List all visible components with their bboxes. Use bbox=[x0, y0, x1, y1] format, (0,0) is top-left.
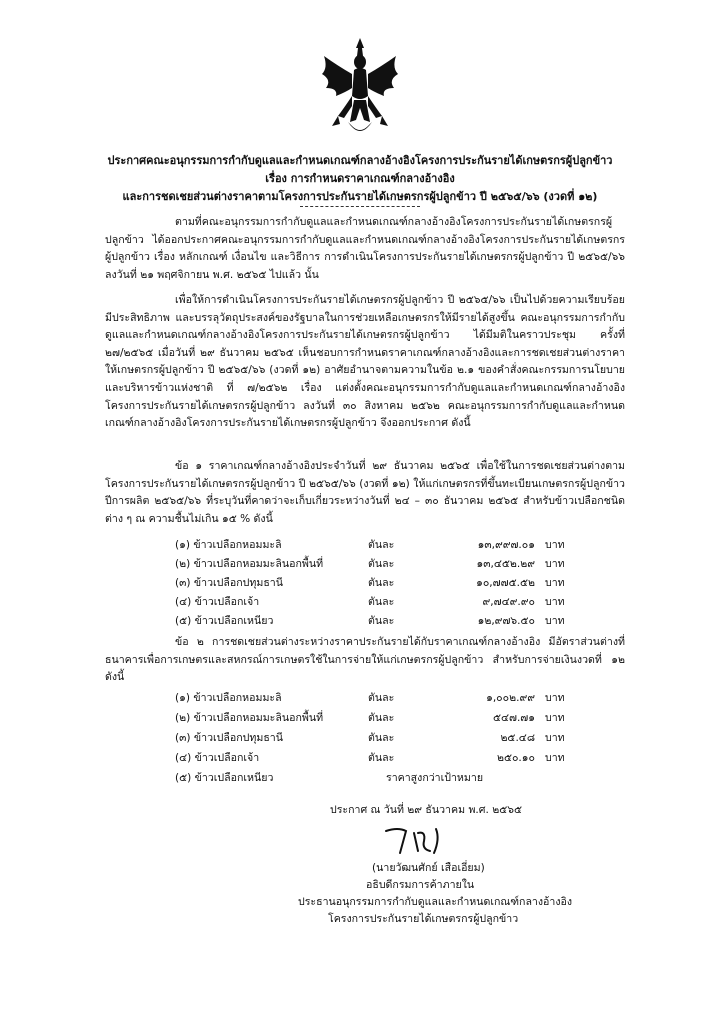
table2-unit: ตันละ bbox=[368, 692, 395, 704]
table2-value: ๒๕๐.๑๐ bbox=[496, 752, 535, 764]
paragraph-4-text: ข้อ ๒ การชดเชยส่วนต่างระหว่างราคาประกันรายได้กับราคาเกณฑ์กลางอ้างอิง มีอัตราส่วนต่างที่ธนาคารเพื่อการเกษตรและสหกรณ์การเกษตรใช้ในการจ่ายให้แก่เกษตรกรผู้ปลูกข้าว สำหรับการจ่ายเงินงวดที่ ๑๒ ดังนี้ bbox=[105, 636, 625, 684]
table2-item: (๕) ข้าวเปลือกเหนียว bbox=[175, 772, 274, 784]
table1-unit: ตันละ bbox=[368, 596, 395, 608]
table1-unit: ตันละ bbox=[368, 615, 395, 627]
table1-item: (๕) ข้าวเปลือกเหนียว bbox=[175, 615, 274, 627]
title-line-1: ประกาศคณะอนุกรรมการกำกับดูแลและกำหนดเกณฑ์กลางอ้างอิงโครงการประกันรายได้เกษตรกรผู้ปลูกข้าว bbox=[107, 154, 613, 167]
signer-role-line-1: ประธานอนุกรรมการกำกับดูแลและกำหนดเกณฑ์กลางอ้างอิง bbox=[298, 896, 573, 908]
title-divider bbox=[300, 206, 420, 207]
signer-title: อธิบดีกรมการค้าภายใน bbox=[366, 879, 475, 891]
table1-value: ๑๒,๙๗๖.๕๐ bbox=[477, 615, 535, 627]
table2-item: (๓) ข้าวเปลือกปทุมธานี bbox=[175, 732, 283, 744]
title-line-2: เรื่อง การกำหนดราคาเกณฑ์กลางอ้างอิง bbox=[265, 172, 455, 185]
table2-item: (๑) ข้าวเปลือกหอมมะลิ bbox=[175, 692, 282, 704]
table2-value: ๑,๐๐๒.๙๙ bbox=[486, 692, 535, 704]
table2-value: ๒๕.๔๘ bbox=[500, 732, 535, 744]
table2-currency: บาท bbox=[545, 732, 565, 744]
table1-value: ๑๐,๗๗๕.๕๒ bbox=[476, 577, 535, 589]
table1-currency: บาท bbox=[545, 558, 565, 570]
table1-item: (๑) ข้าวเปลือกหอมมะลิ bbox=[175, 539, 282, 551]
table1-item: (๔) ข้าวเปลือกเจ้า bbox=[175, 596, 260, 608]
table1-currency: บาท bbox=[545, 539, 565, 551]
table1-item: (๓) ข้าวเปลือกปทุมธานี bbox=[175, 577, 283, 589]
table1-unit: ตันละ bbox=[368, 558, 395, 570]
table2-note: ราคาสูงกว่าเป้าหมาย bbox=[386, 772, 484, 784]
table1-currency: บาท bbox=[545, 615, 565, 627]
signer-role-line-2: โครงการประกันรายได้เกษตรกรผู้ปลูกข้าว bbox=[328, 913, 519, 925]
table2-unit: ตันละ bbox=[368, 712, 395, 724]
paragraph-3-text: ข้อ ๑ ราคาเกณฑ์กลางอ้างอิงประจำวันที่ ๒๙ ธันวาคม ๒๕๖๕ เพื่อใช้ในการชดเชยส่วนต่างตามโครงการประกันรายได้เกษตรกรผู้ปลูกข้าว ปี ๒๕๖๕/๖๖ (งวดที่ ๑๒) ให้แก่เกษตรกรที่ขึ้นทะเบียนเกษตรกรผู้ปลูกข้าว ปีการผลิต ๒๕๖๕/๖๖ ที่ระบุวันที่คาดว่าจะเก็บเกี่ยวระหว่างวันที่ ๒๔ – ๓๐ ธันวาคม ๒๕๖๕ สำหรับข้าวเปลือกชนิดต่าง ๆ ณ ความชื้นไม่เกิน ๑๕ % ดังนี้ bbox=[105, 460, 625, 525]
garuda-emblem bbox=[318, 36, 402, 142]
table2-value: ๕๔๗.๗๑ bbox=[492, 712, 535, 724]
table2-item: (๔) ข้าวเปลือกเจ้า bbox=[175, 752, 260, 764]
table1-currency: บาท bbox=[545, 577, 565, 589]
signer-name: (นายวัฒนศักย์ เสือเอี่ยม) bbox=[372, 862, 485, 874]
paragraph-1 bbox=[105, 214, 625, 284]
table1-value: ๑๓,๔๕๒.๒๙ bbox=[476, 558, 535, 570]
table2-unit: ตันละ bbox=[368, 752, 395, 764]
signature bbox=[378, 823, 468, 859]
table2-item: (๒) ข้าวเปลือกหอมมะลินอกพื้นที่ bbox=[175, 712, 324, 724]
paragraph-1-text: ตามที่คณะอนุกรรมการกำกับดูแลและกำหนดเกณฑ์กลางอ้างอิงโครงการประกันรายได้เกษตรกรผู้ปลูกข้าว ได้ออกประกาศคณะอนุกรรมการกำกับดูแลและกำหนดเกณฑ์กลางอ้างอิงโครงการประกันรายได้เกษตรกรผู้ปลูกข้าว เรื่อง หลักเกณฑ์ เงื่อนไข และวิธีการ การดำเนินโครงการประกันรายได้เกษตรกรผู้ปลูกข้าว ปี ๒๕๖๕/๖๖ ลงวันที่ ๒๑ พฤศจิกายน พ.ศ. ๒๕๖๕ ไปแล้ว นั้น bbox=[105, 216, 625, 281]
table1-currency: บาท bbox=[545, 596, 565, 608]
table2-currency: บาท bbox=[545, 692, 565, 704]
paragraph-4 bbox=[105, 634, 625, 687]
paragraph-2-text: เพื่อให้การดำเนินโครงการประกันรายได้เกษตรกรผู้ปลูกข้าว ปี ๒๕๖๕/๖๖ เป็นไปด้วยความเรียบร้อย มีประสิทธิภาพ และบรรลุวัตถุประสงค์ของรัฐบาลในการช่วยเหลือเกษตรกรให้มีรายได้สูงขึ้น คณะอนุกรรมการกำกับดูแลและกำหนดเกณฑ์กลางอ้างอิงโครงการประกันรายได้เกษตรกรผู้ปลูกข้าว ได้มีมติในคราวประชุม ครั้งที่ ๒๗/๒๕๖๕ เมื่อวันที่ ๒๙ ธันวาคม ๒๕๖๕ เห็นชอบการกำหนดราคาเกณฑ์กลางอ้างอิงและการชดเชยส่วนต่างราคาให้เกษตรกรผู้ปลูกข้าว ปี ๒๕๖๕/๖๖ (งวดที่ ๑๒) อาศัยอำนาจตามความในข้อ ๒.๑ ของคำสั่งคณะกรรมการนโยบายและบริหารข้าวแห่งชาติ ที่ ๗/๒๕๖๒ เรื่อง แต่งตั้งคณะอนุกรรมการกำกับดูแลและกำหนดเกณฑ์กลางอ้างอิงโครงการประกันรายได้เกษตรกรผู้ปลูกข้าว ลงวันที่ ๓๐ สิงหาคม ๒๕๖๒ คณะอนุกรรมการกำกับดูแลและกำหนดเกณฑ์กลางอ้างอิงโครงการประกันรายได้เกษตรกรผู้ปลูกข้าว จึงออกประกาศ ดังนี้ bbox=[105, 294, 625, 430]
table1-unit: ตันละ bbox=[368, 577, 395, 589]
paragraph-3 bbox=[105, 458, 625, 528]
table1-item: (๒) ข้าวเปลือกหอมมะลินอกพื้นที่ bbox=[175, 558, 324, 570]
table2-currency: บาท bbox=[545, 712, 565, 724]
table1-value: ๑๓,๙๙๗.๐๑ bbox=[477, 539, 535, 551]
table2-unit: ตันละ bbox=[368, 732, 395, 744]
table1-unit: ตันละ bbox=[368, 539, 395, 551]
announcement-date: ประกาศ ณ วันที่ ๒๙ ธันวาคม พ.ศ. ๒๕๖๕ bbox=[330, 804, 523, 816]
paragraph-2 bbox=[105, 292, 625, 433]
table1-value: ๙,๗๔๙.๙๐ bbox=[482, 596, 535, 608]
table2-currency: บาท bbox=[545, 752, 565, 764]
title-line-3: และการชดเชยส่วนต่างราคาตามโครงการประกันรายได้เกษตรกรผู้ปลูกข้าว ปี ๒๕๖๕/๖๖ (งวดที่ ๑๒) bbox=[122, 190, 598, 203]
